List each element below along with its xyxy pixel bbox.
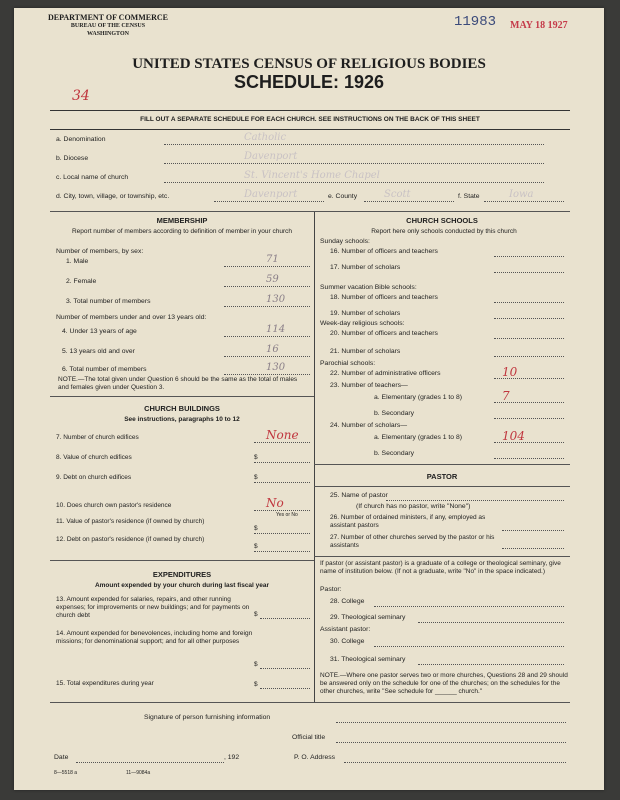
building-row-label: 11. Value of pastor's residence (if owned by church) bbox=[56, 518, 205, 525]
county-label: e. County bbox=[328, 193, 358, 200]
top-field-value: Davenport bbox=[244, 151, 298, 162]
census-form bbox=[14, 8, 604, 790]
bureau-city: WASHINGTON bbox=[87, 31, 129, 37]
form-code: 8—5518 a bbox=[54, 770, 78, 776]
stamp-date: MAY 18 1927 bbox=[510, 20, 568, 31]
building-value: $ bbox=[254, 454, 258, 461]
school-row-label: b. Secondary bbox=[374, 410, 415, 417]
college-field[interactable] bbox=[374, 606, 564, 607]
membership-row-label: 1. Male bbox=[66, 258, 89, 265]
pastor-q30: 30. College bbox=[330, 638, 365, 645]
handwritten-number: 34 bbox=[72, 88, 90, 104]
assistant-label: Assistant pastor: bbox=[320, 626, 371, 633]
school-field[interactable] bbox=[494, 318, 564, 319]
membership-field[interactable] bbox=[224, 336, 310, 337]
building-value: $ bbox=[254, 525, 258, 532]
membership-value: 130 bbox=[266, 294, 286, 305]
seminary-field[interactable] bbox=[418, 622, 564, 623]
top-field-line[interactable] bbox=[164, 144, 544, 145]
school-row-label: 19. Number of scholars bbox=[330, 310, 401, 317]
top-field-label: a. Denomination bbox=[56, 136, 106, 143]
schools-intro: Report here only schools conducted by this church bbox=[371, 228, 517, 235]
pastor-label: Pastor: bbox=[320, 586, 342, 593]
building-row-label: 10. Does church own pastor's residence bbox=[56, 502, 172, 509]
pastor-title: PASTOR bbox=[426, 472, 458, 481]
po-address-field[interactable] bbox=[344, 762, 566, 763]
buildings-title: CHURCH BUILDINGS bbox=[144, 404, 220, 413]
other-churches-field[interactable] bbox=[502, 548, 564, 549]
top-field-value: Catholic bbox=[244, 132, 287, 143]
county-field[interactable] bbox=[364, 201, 454, 202]
pastor-q29: 29. Theological seminary bbox=[330, 614, 406, 621]
building-field[interactable] bbox=[254, 442, 310, 443]
membership-field[interactable] bbox=[224, 306, 310, 307]
building-field[interactable] bbox=[254, 482, 310, 483]
membership-field[interactable] bbox=[224, 286, 310, 287]
assistant-count-field[interactable] bbox=[502, 530, 564, 531]
expenditure-field[interactable] bbox=[260, 688, 310, 689]
building-row-label: 9. Debt on church edifices bbox=[56, 474, 132, 481]
stamp-number: 11983 bbox=[454, 14, 497, 30]
expenditure-field[interactable] bbox=[260, 668, 310, 669]
rule bbox=[314, 556, 570, 557]
membership-value: 16 bbox=[266, 344, 279, 355]
school-row-label: a. Elementary (grades 1 to 8) bbox=[374, 394, 463, 401]
school-field[interactable] bbox=[494, 256, 564, 257]
pastor-q25: 25. Name of pastor bbox=[330, 492, 388, 499]
pastor-q27: 27. Number of other churches served by the pastor or his assistants bbox=[330, 534, 495, 549]
top-field-label: c. Local name of church bbox=[56, 174, 129, 181]
expenditures-subtitle: Amount expended by your church during last fiscal year bbox=[94, 582, 270, 589]
sex-header: Number of members, by sex: bbox=[56, 248, 144, 255]
dollar-sign: $ bbox=[254, 681, 258, 688]
building-row-label: 7. Number of church edifices bbox=[56, 434, 139, 441]
building-field[interactable] bbox=[254, 551, 310, 552]
building-field[interactable] bbox=[254, 462, 310, 463]
membership-title: MEMBERSHIP bbox=[156, 216, 208, 225]
school-row-label: 17. Number of scholars bbox=[330, 264, 401, 271]
school-value: 7 bbox=[502, 389, 510, 403]
assistant-seminary-field[interactable] bbox=[418, 664, 564, 665]
official-title-field[interactable] bbox=[336, 742, 566, 743]
membership-field[interactable] bbox=[224, 374, 310, 375]
buildings-subtitle: See instructions, paragraphs 10 to 12 bbox=[124, 416, 240, 423]
building-value: No bbox=[266, 496, 284, 510]
pastor-note: NOTE.—Where one pastor serves two or more churches, Questions 28 and 29 should be answered only on the schedule for one of the churches; on the schedules for the other churches, write "See schedule for ______ church." bbox=[320, 672, 568, 695]
membership-intro: Report number of members according to definition of member in your church bbox=[71, 228, 293, 235]
building-field[interactable] bbox=[254, 533, 310, 534]
membership-value: 71 bbox=[266, 254, 279, 265]
school-row-label: 20. Number of officers and teachers bbox=[330, 330, 438, 337]
building-row-label: 12. Debt on pastor's residence (if owned by church) bbox=[56, 536, 205, 543]
school-row-label: 23. Number of teachers— bbox=[330, 382, 408, 389]
rule bbox=[50, 396, 314, 397]
date-year: , 192 bbox=[224, 754, 240, 761]
pastor-name-field[interactable] bbox=[386, 500, 564, 501]
schools-title: CHURCH SCHOOLS bbox=[406, 216, 478, 225]
membership-value: 130 bbox=[266, 362, 286, 373]
top-field-label: d. City, town, village, or township, etc. bbox=[56, 193, 170, 200]
column-divider bbox=[314, 212, 315, 702]
dollar-sign: $ bbox=[254, 611, 258, 618]
membership-value: 59 bbox=[266, 274, 279, 285]
top-field-line[interactable] bbox=[164, 182, 544, 183]
school-row-label: 24. Number of scholars— bbox=[330, 422, 408, 429]
school-group: Sunday schools: bbox=[320, 238, 370, 245]
school-field[interactable] bbox=[494, 356, 564, 357]
school-row-label: 18. Number of officers and teachers bbox=[330, 294, 438, 301]
print-code: 11—9084a bbox=[126, 770, 151, 776]
rule bbox=[314, 486, 570, 487]
signature-field[interactable] bbox=[336, 722, 566, 723]
age-header: Number of members under and over 13 years old: bbox=[56, 314, 207, 321]
membership-field[interactable] bbox=[224, 266, 310, 267]
school-group: Week-day religious schools: bbox=[320, 320, 405, 327]
dept-name: DEPARTMENT OF COMMERCE bbox=[48, 13, 169, 22]
school-value: 10 bbox=[502, 365, 518, 379]
building-value: $ bbox=[254, 474, 258, 481]
school-row-label: a. Elementary (grades 1 to 8) bbox=[374, 434, 463, 441]
exp-q13: 13. Amount expended for salaries, repairs, and other running expenses; for improvements or new buildings; and for payments on church debt bbox=[56, 596, 250, 619]
signature-label: Signature of person furnishing information bbox=[144, 714, 271, 721]
pastor-q25-hint: (If church has no pastor, write "None") bbox=[356, 503, 471, 510]
form-title: UNITED STATES CENSUS OF RELIGIOUS BODIES bbox=[132, 56, 486, 72]
graduate-note: If pastor (or assistant pastor) is a graduate of a college or theological seminary, give name of institution below. (If not a graduate, write "No" in the space indicated.) bbox=[320, 560, 561, 575]
expenditures-title: EXPENDITURES bbox=[152, 570, 212, 579]
membership-field[interactable] bbox=[224, 356, 310, 357]
dollar-sign: $ bbox=[254, 661, 258, 668]
bottom-rule bbox=[50, 702, 570, 703]
school-field[interactable] bbox=[494, 302, 564, 303]
expenditure-field[interactable] bbox=[260, 618, 310, 619]
school-row-label: 21. Number of scholars bbox=[330, 348, 401, 355]
rule bbox=[50, 560, 314, 561]
bureau-name: BUREAU OF THE CENSUS bbox=[70, 23, 146, 29]
county-value: Scott bbox=[384, 189, 411, 200]
state-field[interactable] bbox=[484, 201, 564, 202]
date-field[interactable] bbox=[76, 762, 224, 763]
exp-q15: 15. Total expenditures during year bbox=[56, 680, 154, 687]
school-field[interactable] bbox=[494, 458, 564, 459]
top-field-label: b. Diocese bbox=[56, 155, 89, 162]
membership-row-label: 4. Under 13 years of age bbox=[62, 328, 137, 335]
school-group: Parochial schools: bbox=[320, 360, 376, 367]
school-field[interactable] bbox=[494, 338, 564, 339]
assistant-college-field[interactable] bbox=[374, 646, 564, 647]
membership-row-label: 3. Total number of members bbox=[66, 298, 151, 305]
membership-row-label: 6. Total number of members bbox=[62, 366, 147, 373]
school-value: 104 bbox=[502, 429, 525, 443]
building-value: None bbox=[266, 428, 299, 442]
school-row-label: 16. Number of officers and teachers bbox=[330, 248, 438, 255]
state-value: Iowa bbox=[509, 189, 534, 200]
top-field-value: St. Vincent's Home Chapel bbox=[244, 170, 380, 181]
school-field[interactable] bbox=[494, 272, 564, 273]
top-field-value: Davenport bbox=[244, 189, 298, 200]
state-label: f. State bbox=[458, 193, 480, 200]
department-header bbox=[48, 14, 168, 38]
school-row-label: b. Secondary bbox=[374, 450, 415, 457]
section-rule bbox=[50, 211, 570, 212]
building-value: $ bbox=[254, 543, 258, 550]
school-group: Summer vacation Bible schools: bbox=[320, 284, 417, 291]
pastor-q28: 28. College bbox=[330, 598, 365, 605]
schedule-title: SCHEDULE: 1926 bbox=[233, 72, 385, 92]
po-address-label: P. O. Address bbox=[294, 754, 336, 761]
top-field-line[interactable] bbox=[164, 163, 544, 164]
membership-row-label: 5. 13 years old and over bbox=[62, 348, 135, 355]
pastor-q31: 31. Theological seminary bbox=[330, 656, 406, 663]
building-row-label: 8. Value of church edifices bbox=[56, 454, 132, 461]
school-row-label: 22. Number of administrative officers bbox=[330, 370, 441, 377]
official-title-label: Official title bbox=[292, 734, 326, 741]
yes-no-hint: Yes or No bbox=[276, 512, 298, 518]
membership-note: NOTE.—The total given under Question 6 should be the same as the total of males and females given under Question 3. bbox=[58, 376, 298, 391]
rule bbox=[314, 464, 570, 465]
school-field[interactable] bbox=[494, 418, 564, 419]
instruction-band: FILL OUT A SEPARATE SCHEDULE FOR EACH CHURCH. SEE INSTRUCTIONS ON THE BACK OF THIS SHEET bbox=[50, 110, 570, 130]
membership-value: 114 bbox=[266, 324, 286, 335]
membership-row-label: 2. Female bbox=[66, 278, 97, 285]
top-field-line[interactable] bbox=[214, 201, 324, 202]
exp-q14: 14. Amount expended for benevolences, including home and foreign missions; for denominational support; and for all other purposes bbox=[56, 630, 253, 645]
date-label: Date bbox=[54, 754, 69, 761]
pastor-q26: 26. Number of ordained ministers, if any, employed as assistant pastors bbox=[330, 514, 486, 529]
